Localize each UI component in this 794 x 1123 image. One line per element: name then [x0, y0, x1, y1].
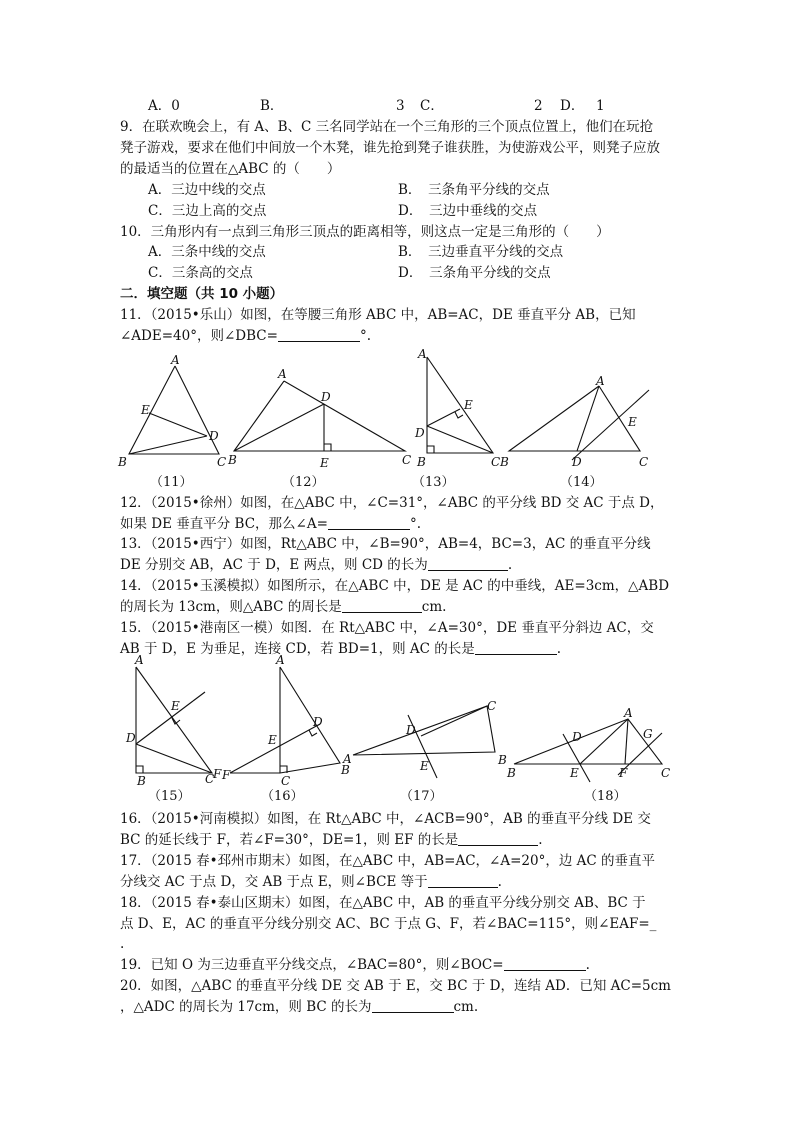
q8-options	[148, 96, 180, 116]
label-a: A	[135, 653, 144, 667]
label-b: B	[498, 753, 507, 767]
q8-opt-c: C．	[420, 98, 444, 114]
q9-opt-b: B． 三条角平分线的交点	[398, 182, 550, 198]
q17-answer-blank[interactable]	[428, 873, 498, 888]
q12-line2	[120, 514, 421, 534]
q8-opt-b-val: 3	[396, 98, 405, 114]
label-b: B	[417, 455, 426, 469]
q8-opt-c-val: 2	[534, 98, 543, 114]
label-e: E	[570, 766, 579, 780]
caption-fig-12: （12）	[282, 475, 325, 490]
q14-line1: 14．（2015•玉溪模拟）如图所示，在△ABC 中，DE 是 AC 的中垂线，AE=3cm，△ABD	[120, 578, 670, 594]
q9-line2: 凳子游戏，要求在他们中间放一个木凳，谁先抢到凳子谁获胜，为使游戏公平，则凳子应放	[120, 140, 660, 156]
label-a: A	[343, 752, 352, 766]
figure-11	[129, 366, 219, 454]
label-c: C	[205, 772, 215, 786]
label-d: D	[126, 731, 136, 745]
label-b: B	[341, 763, 350, 777]
q10-opt-c: C．三条高的交点	[148, 265, 253, 281]
q12-answer-blank[interactable]	[328, 515, 410, 530]
q15-line1: 15．（2015•港南区一模）如图．在 Rt△ABC 中，∠A=30°，DE 垂直平分斜边 AC，交	[120, 620, 654, 636]
label-e: E	[141, 403, 150, 417]
q18-line3: .	[120, 936, 125, 952]
q11-line2	[120, 326, 371, 346]
q17-text: 分线交 AC 于点 D，交 AB 于点 E，则∠BCE 等于	[120, 874, 428, 890]
q13-unit: .	[507, 557, 513, 573]
label-a: A	[171, 353, 180, 367]
q9-opt-d: D． 三边中垂线的交点	[398, 203, 538, 219]
label-e: E	[420, 759, 429, 773]
section-heading: 二．填空题（共 10 小题）	[120, 286, 284, 302]
figure-12	[234, 381, 405, 451]
q9-line3: 的最适当的位置在△ABC 的（ ）	[120, 161, 341, 177]
q10-opt-b: B． 三边垂直平分线的交点	[398, 244, 564, 260]
q16-line1: 16．（2015•河南模拟）如图，在 Rt△ABC 中，∠ACB=90°，AB 的垂直平分线 DE 交	[120, 811, 651, 827]
q8-opt-a: A．0	[148, 98, 180, 114]
caption-fig-14: （14）	[560, 475, 603, 490]
label-c: C	[402, 453, 412, 467]
label-a: A	[276, 653, 285, 667]
caption-fig-11: （11）	[150, 475, 193, 490]
label-d: D	[209, 429, 219, 443]
label-e: E	[320, 456, 329, 470]
q8-opt-b: B．	[260, 98, 284, 114]
q19-unit: .	[585, 957, 590, 973]
label-f: F	[222, 768, 231, 782]
label-f: F	[213, 767, 222, 781]
label-e: E	[171, 699, 180, 713]
figure-13	[427, 357, 493, 453]
label-e: E	[628, 415, 637, 429]
caption-fig-16: （16）	[261, 789, 304, 804]
q14-line2	[120, 597, 446, 617]
q8-opt-d-val: 1	[596, 98, 605, 114]
q20-line1: 20．如图，△ABC 的垂直平分线 DE 交 AB 于 E，交 BC 于 D，连结 AD．已知 AC=5cm	[120, 978, 671, 994]
q14-answer-blank[interactable]	[342, 598, 422, 613]
label-c: C	[491, 455, 501, 469]
q20-text: ，△ADC 的周长为 17cm，则 BC 的长为	[120, 999, 372, 1015]
caption-fig-13: （13）	[412, 475, 455, 490]
q20-answer-blank[interactable]	[372, 998, 454, 1013]
q18-line2: 点 D、E，AC 的垂直平分线分别交 AC、BC 于点 G、F，若∠BAC=115°，则∠EAF=_	[120, 916, 657, 932]
q19-text: 19．已知 O 为三边垂直平分线交点，∠BAC=80°，则∠BOC=	[120, 957, 504, 973]
label-b: B	[118, 455, 127, 469]
q17-line2	[120, 872, 502, 892]
label-d: D	[406, 723, 416, 737]
label-b: B	[500, 455, 509, 469]
q13-line1: 13．（2015•西宁）如图，Rt△ABC 中，∠B=90°，AB=4，BC=3，AC 的垂直平分线	[120, 536, 651, 552]
q15-text: AB 于 D，E 为垂足，连接 CD，若 BD=1，则 AC 的长是	[120, 641, 475, 657]
q16-text: BC 的延长线于 F，若∠F=30°，DE=1，则 EF 的长是	[120, 832, 459, 848]
label-a: A	[596, 374, 605, 388]
q12-line1: 12．（2015•徐州）如图，在△ABC 中，∠C=31°，∠ABC 的平分线 BD 交 AC 于点 D，	[120, 495, 664, 511]
q11-text: ∠ADE=40°，则∠DBC=	[120, 328, 278, 344]
q20-unit: cm.	[453, 999, 479, 1015]
q17-line1: 17．（2015 春•邳州市期末）如图，在△ABC 中，AB=AC，∠A=20°，边 AC 的垂直平	[120, 853, 655, 869]
label-c: C	[281, 774, 291, 788]
q18-line1: 18．（2015 春•泰山区期末）如图，在△ABC 中，AB 的垂直平分线分别交 AB、BC 于	[120, 895, 646, 911]
q13-line2	[120, 555, 512, 575]
q10-opt-a: A．三条中线的交点	[148, 244, 266, 260]
q19-line1	[120, 955, 590, 975]
label-e: E	[268, 733, 277, 747]
q9-line1: 9．在联欢晚会上，有 A、B、C 三名同学站在一个三角形的三个顶点位置上，他们在玩抢	[120, 119, 654, 135]
q13-text: DE 分别交 AB，AC 于 D，E 两点，则 CD 的长为	[120, 557, 428, 573]
q12-unit: °.	[409, 516, 421, 532]
label-g: G	[643, 727, 653, 741]
q13-answer-blank[interactable]	[428, 556, 508, 571]
q16-answer-blank[interactable]	[458, 831, 538, 846]
figure-15	[136, 667, 212, 773]
caption-fig-17: （17）	[400, 789, 443, 804]
label-c: C	[487, 699, 497, 713]
label-d: D	[313, 715, 323, 729]
q15-line2	[120, 639, 561, 659]
label-a: A	[278, 367, 287, 381]
q9-opt-a: A．三边中线的交点	[148, 182, 266, 198]
caption-fig-18: （18）	[584, 789, 627, 804]
q10-opt-d: D． 三条角平分线的交点	[398, 265, 551, 281]
label-c: C	[217, 455, 227, 469]
q9-opt-c: C．三边上高的交点	[148, 203, 267, 219]
q10-line1: 10．三角形内有一点到三角形三顶点的距离相等，则这点一定是三角形的（ ）	[120, 224, 610, 240]
label-a: A	[624, 706, 633, 720]
q14-text: 的周长为 13cm，则△ABC 的周长是	[120, 599, 342, 615]
label-d: D	[572, 730, 582, 744]
q16-unit: .	[538, 832, 543, 848]
label-f: F	[619, 766, 628, 780]
q16-line2	[120, 830, 543, 850]
q19-answer-blank[interactable]	[504, 956, 586, 971]
figure-17	[353, 706, 495, 778]
caption-fig-15: （15）	[148, 789, 191, 804]
q20-line2	[120, 997, 478, 1017]
label-c: C	[661, 766, 671, 780]
figure-14	[509, 386, 649, 460]
q14-unit: cm.	[421, 599, 447, 615]
label-b: B	[228, 453, 237, 467]
label-d: D	[321, 390, 331, 404]
label-a: A	[418, 347, 427, 361]
q15-unit: .	[556, 641, 562, 657]
label-b: B	[137, 774, 146, 788]
q12-text: 如果 DE 垂直平分 BC，那么∠A=	[120, 516, 328, 532]
q17-unit: .	[497, 874, 502, 890]
figure-18	[514, 719, 662, 782]
label-c: C	[639, 455, 649, 469]
label-b: B	[507, 766, 516, 780]
q11-unit: °.	[359, 328, 371, 344]
label-d: D	[572, 455, 582, 469]
q11-line1: 11．（2015•乐山）如图，在等腰三角形 ABC 中，AB=AC，DE 垂直平分 AB，已知	[120, 307, 636, 323]
label-d: D	[415, 426, 425, 440]
q15-answer-blank[interactable]	[475, 640, 557, 655]
q8-opt-d: D．	[560, 98, 585, 114]
q11-answer-blank[interactable]	[278, 327, 360, 342]
figure-16	[230, 667, 340, 773]
label-e: E	[464, 398, 473, 412]
